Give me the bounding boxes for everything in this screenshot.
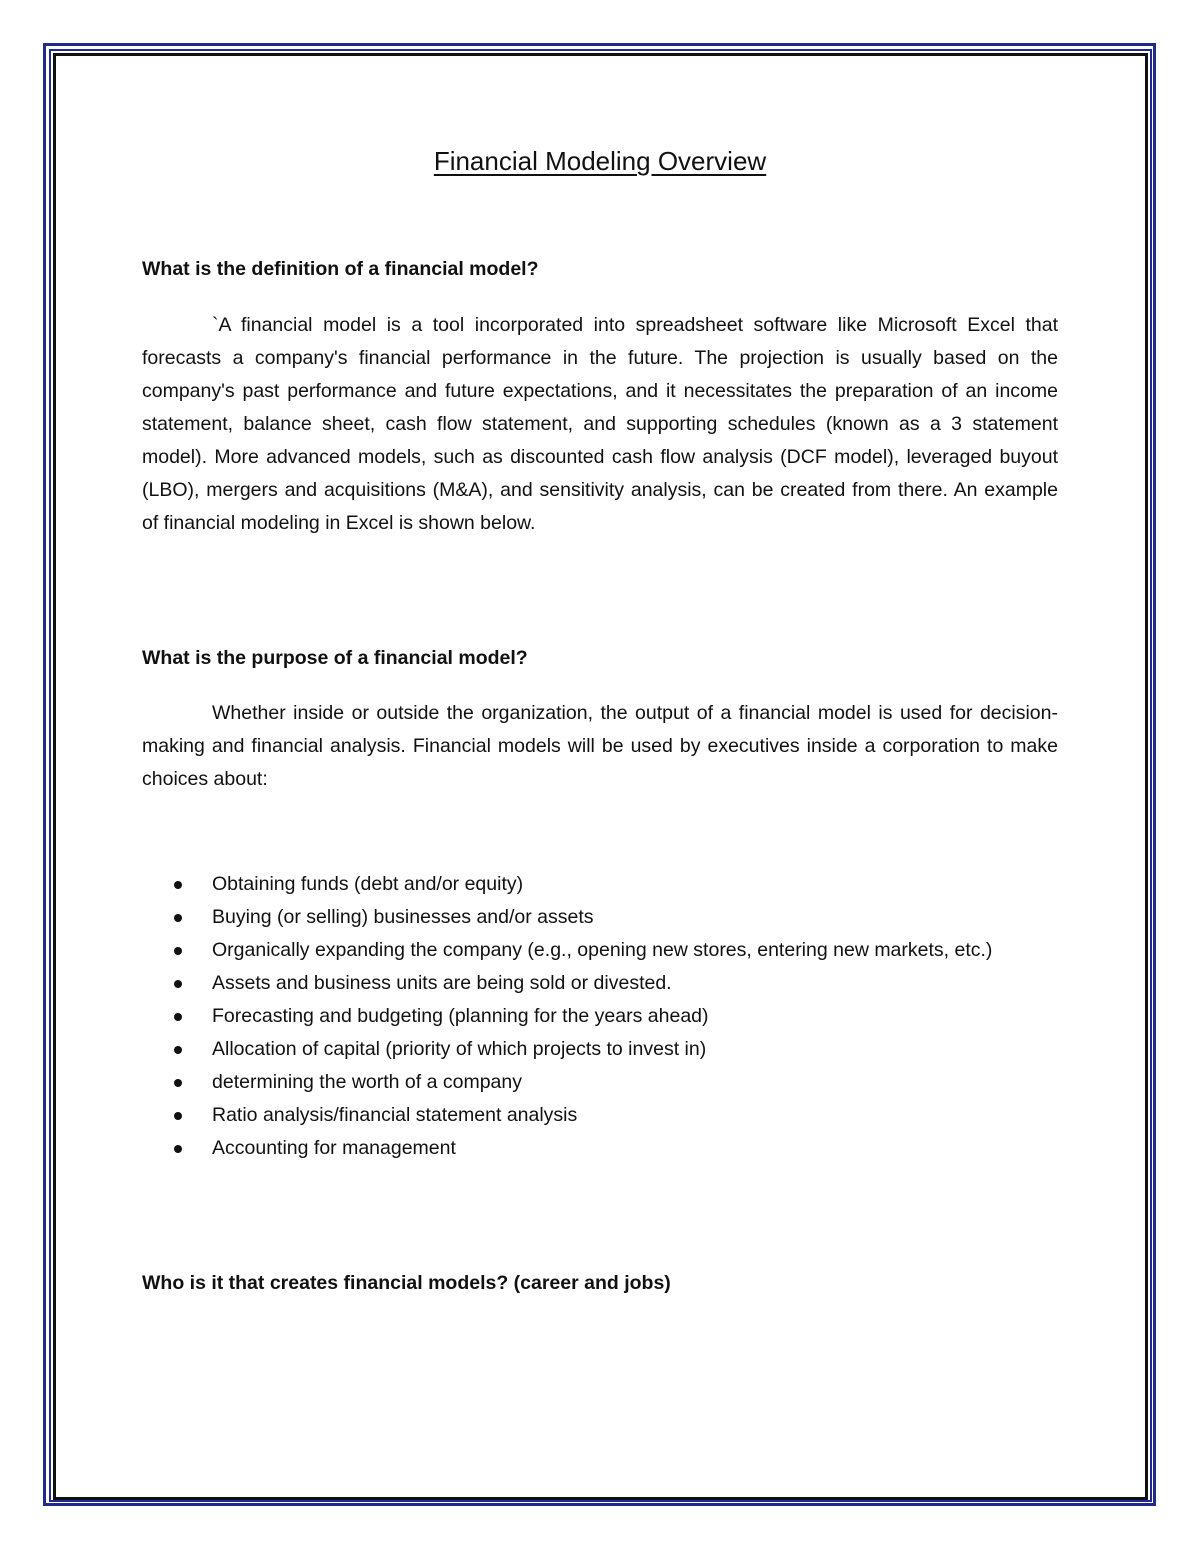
bullet-icon (174, 914, 182, 922)
bullet-icon (174, 1145, 182, 1153)
bullet-icon (174, 1013, 182, 1021)
list-item-text: Ratio analysis/financial statement analysis (212, 1104, 578, 1126)
list-item-text: Assets and business units are being sold or divested. (212, 972, 672, 994)
list-item-text: determining the worth of a company (212, 1071, 523, 1093)
list-item (142, 1132, 1058, 1165)
document-title: Financial Modeling Overview (433, 146, 767, 176)
list-item (142, 1066, 1058, 1099)
list-item-text: Forecasting and budgeting (planning for the years ahead) (212, 1005, 709, 1027)
paragraph-purpose: Whether inside or outside the organization, the output of a financial model is used for decision-making and financial analysis. Financial models will be used by executives inside a corporation to make choices about: (142, 702, 1058, 790)
heading-creators: Who is it that creates financial models? (career and jobs) (142, 1272, 671, 1294)
bullet-icon (174, 1046, 182, 1054)
heading-purpose: What is the purpose of a financial model? (142, 647, 528, 669)
list-item (142, 901, 1058, 934)
bullet-icon (174, 980, 182, 988)
purpose-bullet-list (142, 868, 1058, 1165)
list-item (142, 1099, 1058, 1132)
bullet-icon (174, 947, 182, 955)
list-item-text: Buying (or selling) businesses and/or assets (212, 906, 594, 928)
paragraph-definition: `A financial model is a tool incorporated into spreadsheet software like Microsoft Excel that forecasts a company's financial performance in the future. The projection is usually based on the company's past performance and future expectations, and it necessitates the preparation of an income statement, balance sheet, cash flow statement, and supporting schedules (known as a 3 statement model). More advanced models, such as discounted cash flow analysis (DCF model), leveraged buyout (LBO), mergers and acquisitions (M&A), and sensitivity analysis, can be created from there. An example of financial modeling in Excel is shown below. (142, 314, 1058, 534)
list-item (142, 934, 1058, 967)
list-item-text: Accounting for management (212, 1137, 456, 1159)
list-item (142, 967, 1058, 1000)
heading-definition: What is the definition of a financial model? (142, 258, 539, 280)
list-item (142, 1033, 1058, 1066)
list-item (142, 1000, 1058, 1033)
bullet-icon (174, 1079, 182, 1087)
list-item-text: Obtaining funds (debt and/or equity) (212, 873, 524, 895)
bullet-icon (174, 1112, 182, 1120)
list-item-text: Organically expanding the company (e.g., opening new stores, entering new markets, etc.) (212, 939, 993, 961)
list-item-text: Allocation of capital (priority of which projects to invest in) (212, 1038, 707, 1060)
list-item (142, 868, 1058, 901)
bullet-icon (174, 881, 182, 889)
